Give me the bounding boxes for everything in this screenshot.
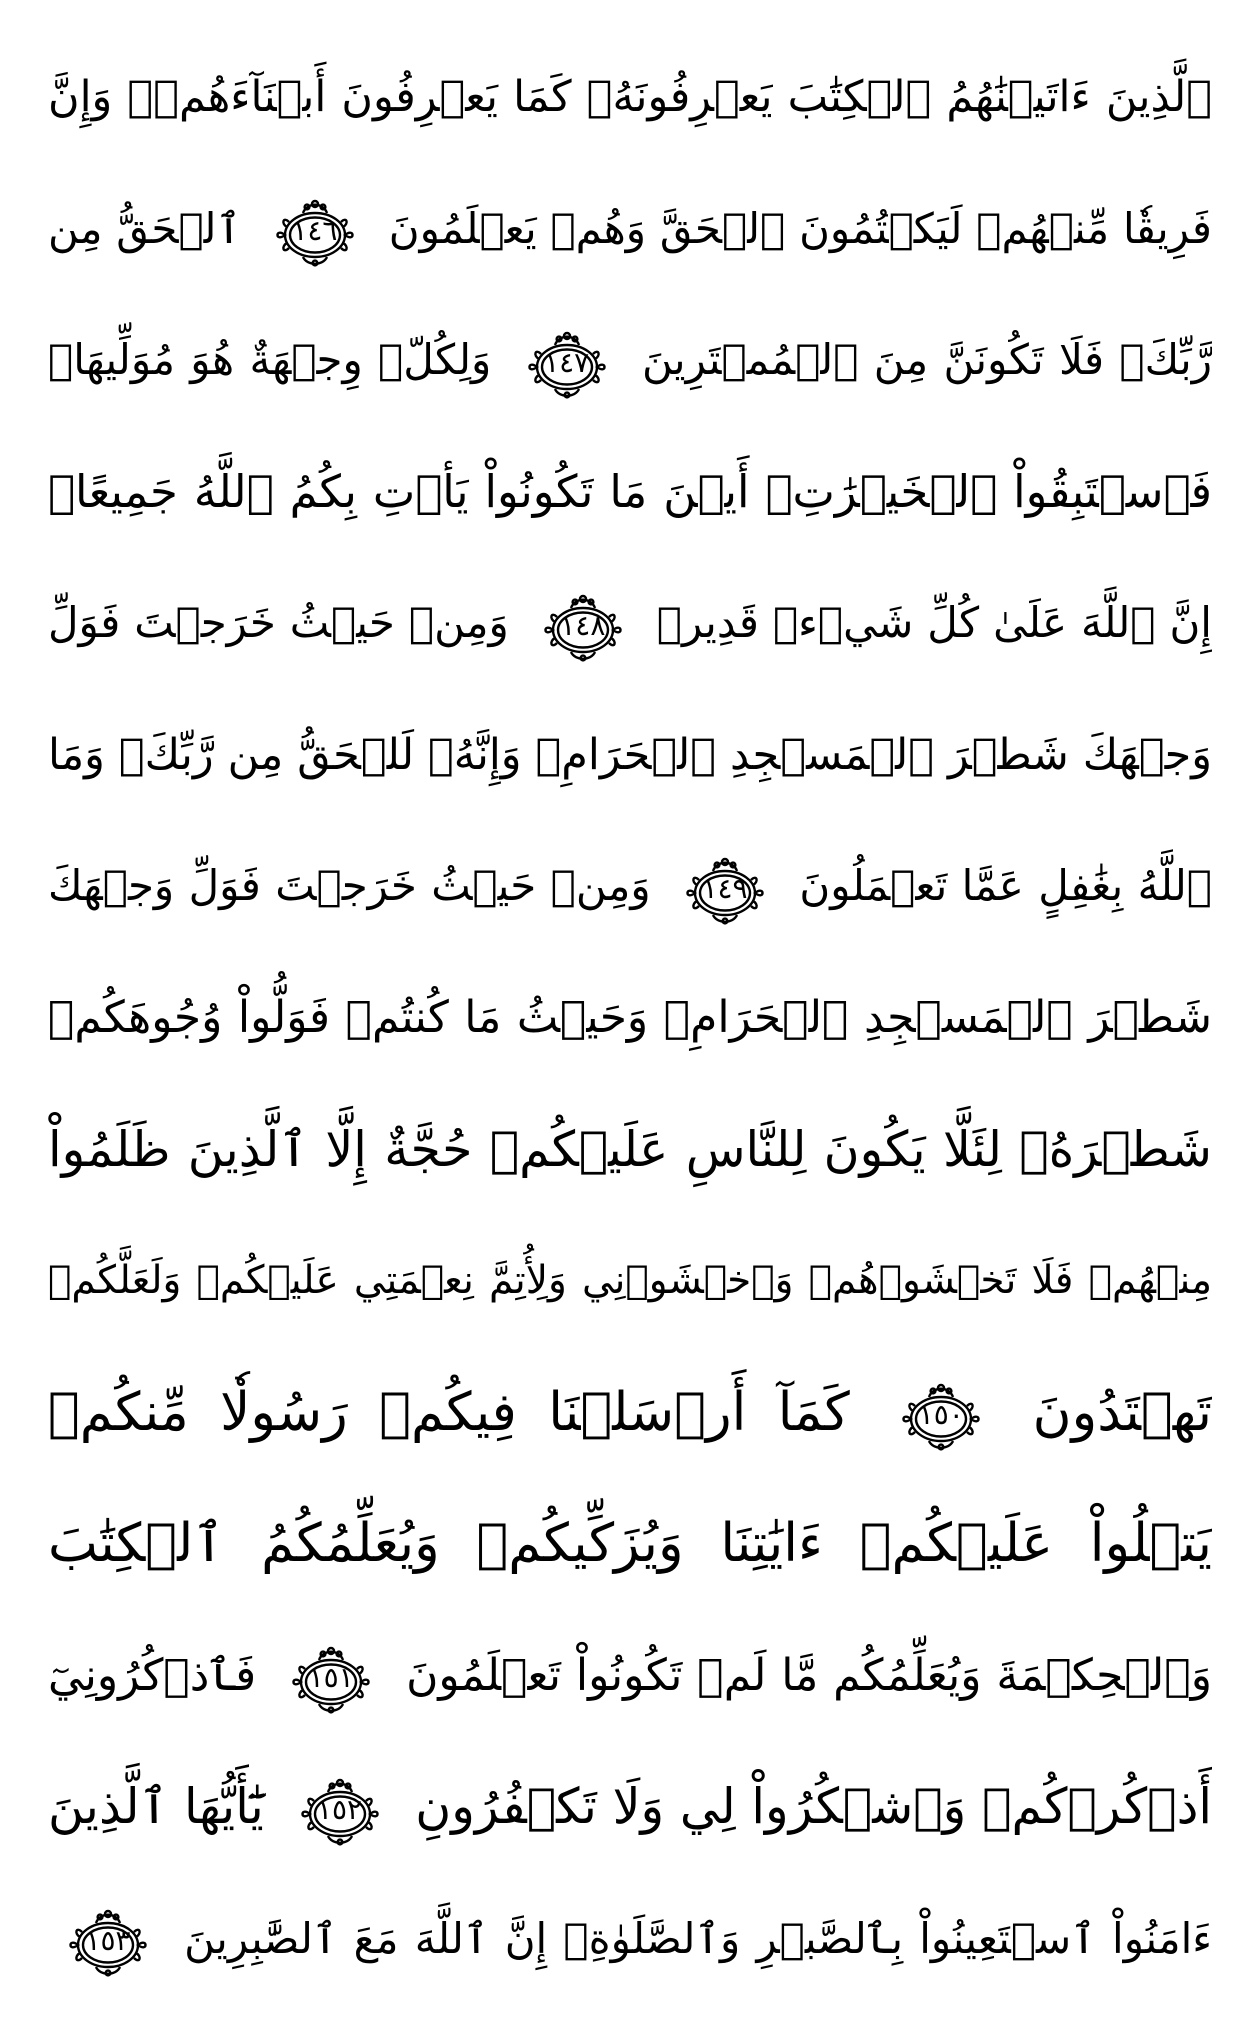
verse-text: فَٱسۡتَبِقُواْ ٱلۡخَيۡرَٰتِۚ أَيۡنَ مَا تَكُونُواْ يَأۡتِ بِكُمُ ٱللَّهُ جَمِيعًاۚ	[48, 464, 1212, 518]
text-line	[48, 433, 1212, 551]
text-line	[48, 1091, 1212, 1209]
text-line	[48, 959, 1212, 1077]
verse-number: ١٥٠	[918, 1397, 964, 1431]
verse-number: ١٥٢	[316, 1792, 363, 1826]
verse-number: ١٤٨	[560, 608, 606, 642]
verse-end-marker	[294, 1773, 386, 1847]
verse-number: ١٤٧	[544, 345, 590, 379]
verse-text: فَرِيقٗا مِّنۡهُمۡ لَيَكۡتُمُونَ ٱلۡحَقَّ وَهُمۡ يَعۡلَمُونَ	[388, 203, 1212, 253]
verse-text: إِنَّ ٱللَّهَ عَلَىٰ كُلِّ شَيۡءٖ قَدِيرٞ	[656, 598, 1212, 648]
quran-text-block	[48, 38, 1212, 1998]
text-line	[48, 1485, 1212, 1603]
text-line	[48, 827, 1212, 945]
verse-text: ءَامَنُواْ ٱسۡتَعِينُواْ بِٱلصَّبۡرِ وَٱلصَّلَوٰةِۚ إِنَّ ٱللَّهَ مَعَ ٱلصَّٰبِرِينَ	[184, 1913, 1212, 1963]
verse-text: وَجۡهَكَ شَطۡرَ ٱلۡمَسۡجِدِ ٱلۡحَرَامِۖ وَإِنَّهُۥ لَلۡحَقُّ مِن رَّبِّكَۗ وَمَا	[48, 729, 1212, 780]
verse-text: يَٰٓأَيُّهَا ٱلَّذِينَ	[48, 1778, 264, 1836]
verse-text: تَهۡتَدُونَ	[1032, 1381, 1212, 1443]
verse-end-marker	[679, 852, 771, 926]
verse-text: فَٱذۡكُرُونِيٓ	[48, 1649, 257, 1701]
text-line	[48, 1880, 1212, 1998]
text-line	[48, 1748, 1212, 1866]
verse-number: ١٤٦	[292, 214, 338, 248]
text-line	[48, 170, 1212, 288]
verse-text: وَٱلۡحِكۡمَةَ وَيُعَلِّمُكُم مَّا لَمۡ تَكُونُواْ تَعۡلَمُونَ	[406, 1649, 1212, 1701]
verse-text: مِنۡهُمۡ فَلَا تَخۡشَوۡهُمۡ وَٱخۡشَوۡنِي وَلِأُتِمَّ نِعۡمَتِي عَلَيۡكُمۡ وَلَعَلَّكُمۡ	[48, 1258, 1212, 1304]
verse-text: وَمِنۡ حَيۡثُ خَرَجۡتَ فَوَلِّ وَجۡهَكَ	[48, 861, 651, 911]
verse-text: ٱلۡحَقُّ مِن	[48, 203, 242, 253]
verse-text: رَّبِّكَۖ فَلَا تَكُونَنَّ مِنَ ٱلۡمُمۡتَرِينَ	[641, 335, 1212, 385]
verse-end-marker	[285, 1641, 377, 1715]
verse-text: شَطۡرَهُۥ لِئَلَّا يَكُونَ لِلنَّاسِ عَلَيۡكُمۡ حُجَّةٌ إِلَّا ٱلَّذِينَ ظَلَمُواْ	[48, 1120, 1212, 1178]
text-line	[48, 301, 1212, 419]
verse-text: أَذۡكُرۡكُمۡ وَٱشۡكُرُواْ لِي وَلَا تَكۡفُرُونِ	[415, 1778, 1212, 1836]
verse-end-marker	[62, 1904, 154, 1978]
text-line	[48, 38, 1212, 156]
verse-text: ٱلَّذِينَ ءَاتَيۡنَٰهُمُ ٱلۡكِتَٰبَ يَعۡرِفُونَهُۥ كَمَا يَعۡرِفُونَ أَبۡنَآءَهُمۡۖ وَإِنَّ	[48, 72, 1212, 122]
verse-text: يَتۡلُواْ عَلَيۡكُمۡ ءَايَٰتِنَا وَيُزَكِّيكُمۡ وَيُعَلِّمُكُمُ ٱلۡكِتَٰبَ	[48, 1513, 1212, 1575]
verse-text: كَمَآ أَرۡسَلۡنَا فِيكُمۡ رَسُولٗا مِّنكُمۡ	[48, 1381, 850, 1443]
text-line	[48, 1354, 1212, 1472]
verse-text: وَلِكُلّٖ وِجۡهَةٌ هُوَ مُوَلِّيهَاۖ	[48, 335, 492, 385]
verse-end-marker	[269, 194, 361, 268]
text-line	[48, 1617, 1212, 1735]
verse-end-marker	[895, 1378, 987, 1452]
verse-number: ١٤٩	[702, 871, 748, 905]
verse-end-marker	[521, 326, 613, 400]
verse-number: ١٥٣	[85, 1924, 131, 1958]
verse-text: شَطۡرَ ٱلۡمَسۡجِدِ ٱلۡحَرَامِۚ وَحَيۡثُ مَا كُنتُمۡ فَوَلُّواْ وُجُوهَكُمۡ	[48, 991, 1212, 1043]
verse-text: ٱللَّهُ بِغَٰفِلٍ عَمَّا تَعۡمَلُونَ	[799, 861, 1212, 911]
verse-text: وَمِنۡ حَيۡثُ خَرَجۡتَ فَوَلِّ	[48, 598, 509, 648]
text-line	[48, 1222, 1212, 1340]
verse-end-marker	[537, 589, 629, 663]
text-line	[48, 696, 1212, 814]
text-line	[48, 564, 1212, 682]
verse-number: ١٥١	[308, 1660, 354, 1694]
